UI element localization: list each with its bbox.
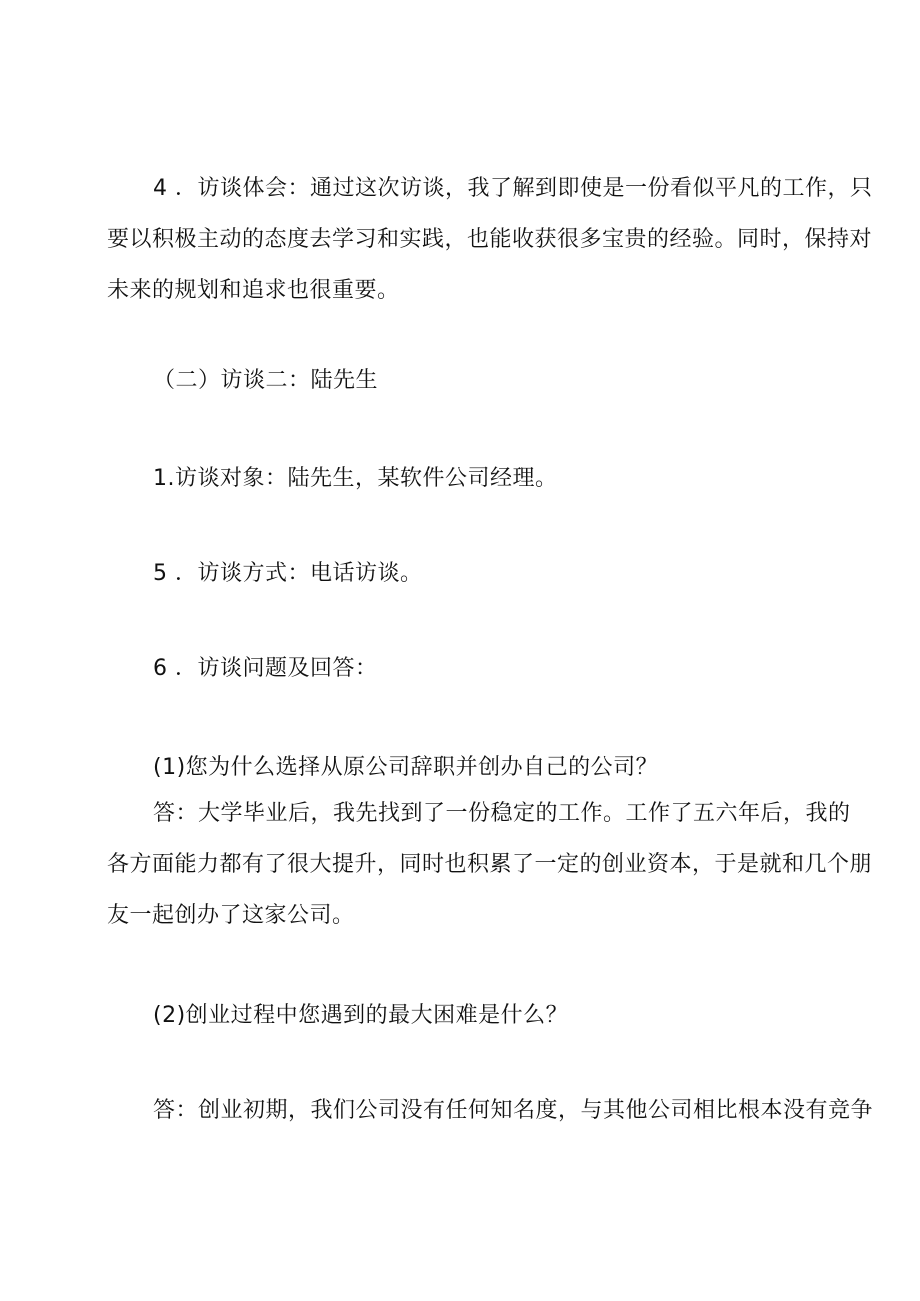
- list-item: 6 ．访谈问题及回答：: [153, 656, 378, 681]
- answer-line: 答：创业初期，我们公司没有任何知名度，与其他公司相比根本没有竞争: [153, 1098, 874, 1123]
- paragraph-line: 4 ．访谈体会：通过这次访谈，我了解到即使是一份看似平凡的工作，只: [153, 176, 873, 201]
- section-heading: （二）访谈二：陆先生: [153, 368, 379, 393]
- question-text: (1)您为什么选择从原公司辞职并创办自己的公司？: [153, 755, 659, 780]
- list-item: 1.访谈对象：陆先生，某软件公司经理。: [153, 466, 558, 491]
- answer-line: 答：大学毕业后，我先找到了一份稳定的工作。工作了五六年后，我的: [153, 801, 851, 826]
- paragraph-line: 未来的规划和追求也很重要。: [107, 278, 400, 303]
- question-text: (2)创业过程中您遇到的最大困难是什么？: [153, 1003, 569, 1028]
- paragraph-line: 要以积极主动的态度去学习和实践，也能收获很多宝贵的经验。同时，保持对: [107, 227, 873, 252]
- answer-line: 友一起创办了这家公司。: [107, 903, 355, 928]
- list-item: 5 ．访谈方式：电话访谈。: [153, 561, 423, 586]
- answer-line: 各方面能力都有了很大提升，同时也积累了一定的创业资本，于是就和几个朋: [107, 852, 873, 877]
